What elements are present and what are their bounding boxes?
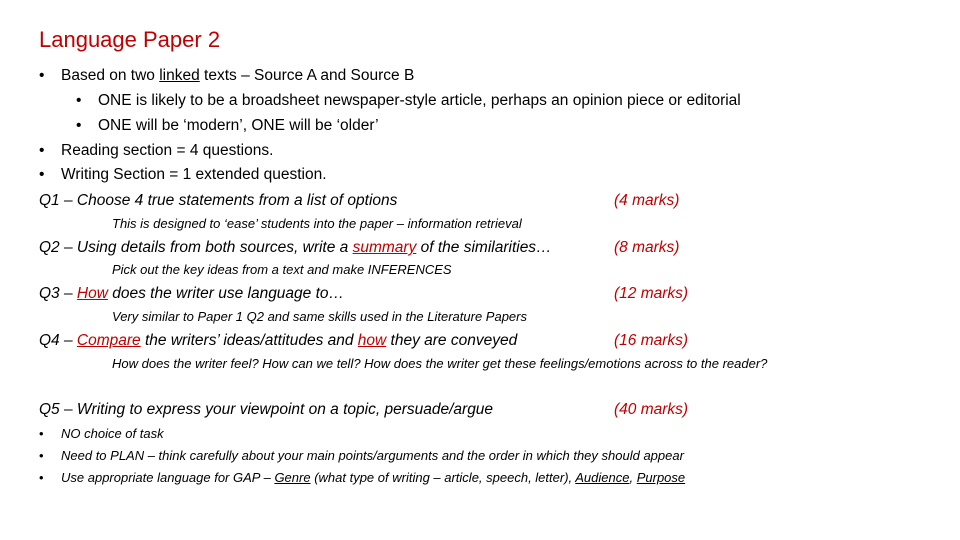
intro-bullet-2: • Reading section = 4 questions. — [39, 142, 274, 159]
q5-bullet-3: • Use appropriate language for GAP – Genre (what type of writing – article, speech, letter), Audience, Purpose — [39, 470, 686, 485]
intro-sub2-text: ONE will be ‘modern’, ONE will be ‘older’ — [98, 117, 379, 134]
intro-b2-text: Reading section = 4 questions. — [61, 142, 274, 159]
q5-marks: (40 marks) — [614, 401, 689, 418]
q5-b3-genre: Genre — [274, 470, 311, 485]
q4-text — [39, 332, 517, 350]
q1-text: Q1 – Choose 4 true statements from a list of options — [39, 192, 398, 209]
intro-sub1-text: ONE is likely to be a broadsheet newspaper-style article, perhaps an opinion piece or editorial — [98, 92, 741, 109]
q2-marks: (8 marks) — [614, 239, 680, 256]
q4-mid: the writers’ ideas/attitudes and — [140, 332, 358, 349]
q3-post: does the writer use language to… — [107, 285, 345, 302]
q5-b3-purpose: Purpose — [636, 470, 686, 485]
q2-keyword-summary: summary — [352, 239, 417, 256]
q3-marks: (12 marks) — [614, 285, 689, 302]
intro-b1-linked: linked — [159, 67, 200, 84]
q5-b3-mid: (what type of writing – article, speech, letter), — [310, 470, 576, 485]
q4-pre: Q4 – — [39, 332, 77, 349]
q2-note: Pick out the key ideas from a text and make INFERENCES — [112, 262, 452, 277]
q5-bullet-1: • NO choice of task — [39, 426, 164, 441]
q1-marks: (4 marks) — [614, 192, 680, 209]
q5-b3-audience: Audience — [575, 470, 630, 485]
q4-note: How does the writer feel? How can we tell? How does the writer get these feelings/emotions across to the reader? — [112, 356, 768, 371]
intro-b1-post: texts – Source A and Source B — [199, 67, 415, 84]
q5-text: Q5 – Writing to express your viewpoint on a topic, persuade/argue — [39, 401, 494, 418]
q2-post: of the similarities… — [416, 239, 552, 256]
intro-bullet-1: • Based on two linked texts – Source A and Source B — [39, 67, 415, 84]
q4-keyword-how: how — [357, 332, 387, 349]
q4-marks: (16 marks) — [614, 332, 689, 349]
q3-pre: Q3 – — [39, 285, 77, 302]
q3-text — [39, 285, 344, 303]
q3-keyword-how: How — [76, 285, 108, 302]
q5-bullet-2: • Need to PLAN – think carefully about your main points/arguments and the order in which they should appear — [39, 448, 684, 463]
q3-note: Very similar to Paper 1 Q2 and same skills used in the Literature Papers — [112, 309, 527, 324]
page-title: Language Paper 2 — [39, 27, 221, 52]
intro-b3-text: Writing Section = 1 extended question. — [61, 166, 327, 183]
intro-sub-bullet-2: • ONE will be ‘modern’, ONE will be ‘older’ — [76, 117, 379, 134]
q2-text — [39, 239, 552, 257]
q1-note: This is designed to ‘ease’ students into the paper – information retrieval — [112, 216, 522, 231]
q4-keyword-compare: Compare — [76, 332, 141, 349]
q5-b3-pre: Use appropriate language for GAP – — [61, 470, 275, 485]
q4-post: they are conveyed — [386, 332, 518, 349]
q2-pre: Q2 – Using details from both sources, write a — [39, 239, 353, 256]
intro-bullet-3: • Writing Section = 1 extended question. — [39, 166, 327, 183]
intro-sub-bullet-1: • ONE is likely to be a broadsheet newspaper-style article, perhaps an opinion piece or editorial — [76, 92, 741, 109]
q5-b1-text: NO choice of task — [61, 426, 164, 441]
q5-b2-text: Need to PLAN – think carefully about your main points/arguments and the order in which they should appear — [61, 448, 684, 463]
q5-b3-sep: , — [629, 470, 637, 485]
intro-b1-pre: Based on two — [61, 67, 160, 84]
